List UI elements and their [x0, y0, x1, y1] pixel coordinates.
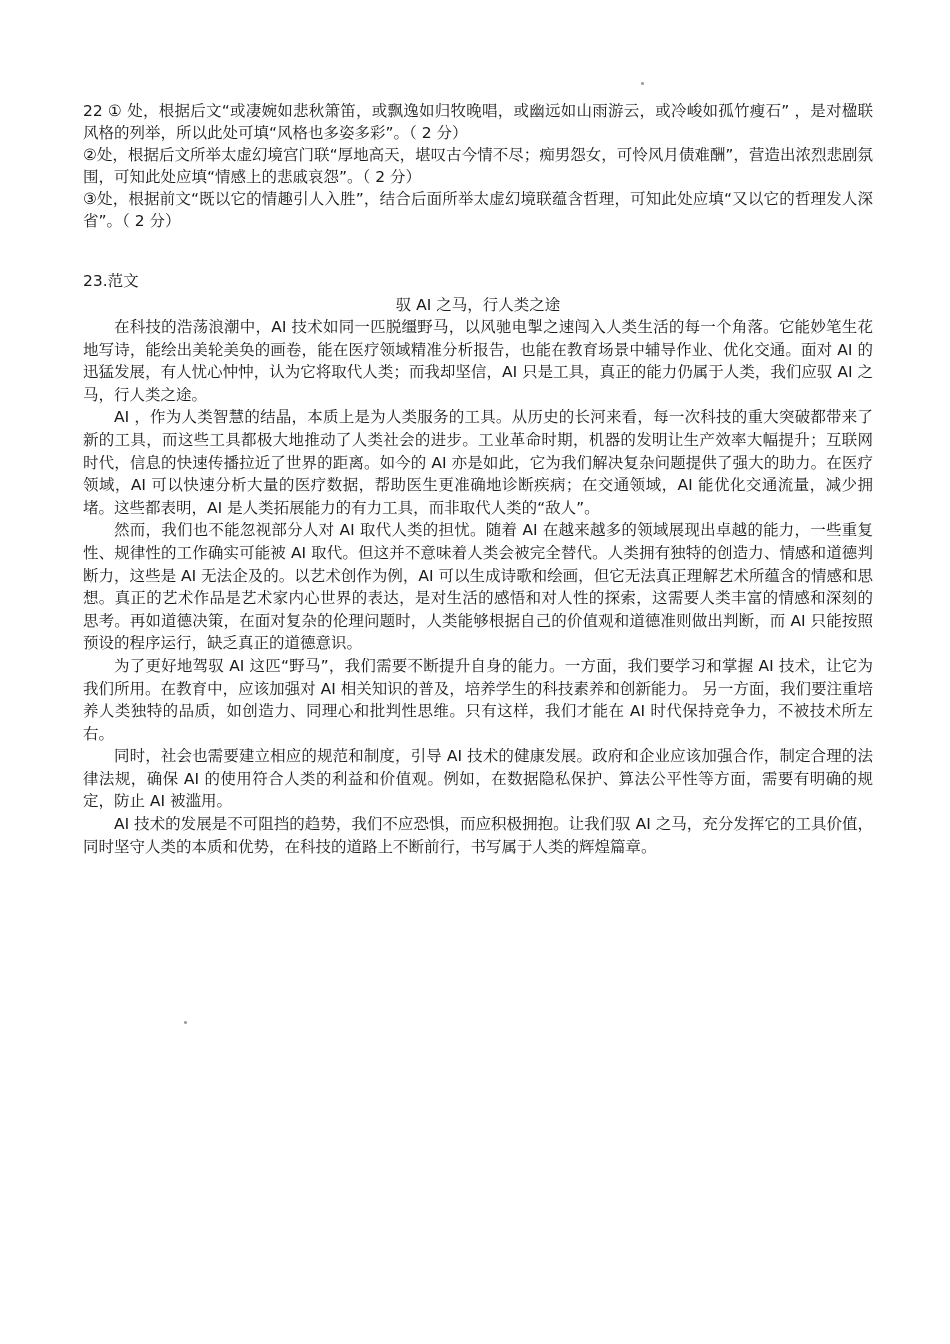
- essay-paragraph-6: AI 技术的发展是不可阻挡的趋势，我们不应恐惧，而应积极拥抱。让我们驭 AI 之马，充分发挥它的工具价值，同时坚守人类的本质和优势，在科技的道路上不断前行，书写属于人类的辉煌篇章。: [83, 815, 873, 856]
- essay-body: [83, 316, 873, 858]
- document-page: [83, 100, 873, 858]
- stray-dot-bottom: [184, 1021, 187, 1024]
- essay-paragraph-1: 在科技的浩荡浪潮中，AI 技术如同一匹脱缰野马，以风驰电掣之速闯入人类生活的每一个角落。它能妙笔生花地写诗，能绘出美轮美奂的画卷，能在医疗领域精准分析报告，也能在教育场景中辅导作业、优化交通。面对 AI 的迅猛发展，有人忧心忡忡，认为它将取代人类；而我却坚信，AI 只是工具，真正的能力仍属于人类，我们应驭 AI 之马，行人类之途。: [83, 318, 873, 404]
- essay-paragraph-5: 同时，社会也需要建立相应的规范和制度，引导 AI 技术的健康发展。政府和企业应该加强合作，制定合理的法律法规，确保 AI 的使用符合人类的利益和价值观。例如，在数据隐私保护、算法公平性等方面，需要有明确的规定，防止 AI 被滥用。: [83, 747, 873, 811]
- q22-point-3: ③处，根据前文“既以它的情趣引人入胜”，结合后面所举太虚幻境联蕴含哲理，可知此处应填“又以它的哲理发人深省”。（ 2 分）: [83, 190, 873, 230]
- essay-paragraph-2: AI ，作为人类智慧的结晶，本质上是为人类服务的工具。从历史的长河来看，每一次科技的重大突破都带来了新的工具，而这些工具都极大地推动了人类社会的进步。工业革命时期，机器的发明让生产效率大幅提升；互联网时代，信息的快速传播拉近了世界的距离。如今的 AI 亦是如此，它为我们解决复杂问题提供了强大的助力。在医疗领域，AI 可以快速分析大量的医疗数据，帮助医生更准确地诊断疾病；在交通领域，AI 能优化交通流量，减少拥堵。这些都表明，AI 是人类拓展能力的有力工具，而非取代人类的“敌人”。: [83, 408, 873, 517]
- question-23-answer: [83, 270, 873, 858]
- q23-heading: 23.范文: [83, 272, 139, 290]
- essay-title: 驭 AI 之马，行人类之途: [395, 296, 561, 314]
- question-22-answer: [83, 100, 873, 232]
- essay-paragraph-3: 然而，我们也不能忽视部分人对 AI 取代人类的担忧。随着 AI 在越来越多的领域展现出卓越的能力，一些重复性、规律性的工作确实可能被 AI 取代。但这并不意味着人类会被完全替代。人类拥有独特的创造力、情感和道德判断力，这些是 AI 无法企及的。以艺术创作为例，AI 可以生成诗歌和绘画，但它无法真正理解艺术所蕴含的情感和思想。真正的艺术作品是艺术家内心世界的表达，是对生活的感悟和对人性的探索，这需要人类丰富的情感和深刻的思考。再如道德决策，在面对复杂的伦理问题时，人类能够根据自己的价值观和道德准则做出判断，而 AI 只能按照预设的程序运行，缺乏真正的道德意识。: [83, 521, 873, 653]
- essay-paragraph-4: 为了更好地驾驭 AI 这匹“野马”，我们需要不断提升自身的能力。一方面，我们要学习和掌握 AI 技术，让它为我们所用。在教育中，应该加强对 AI 相关知识的普及，培养学生的科技素养和创新能力。 另一方面，我们要注重培养人类独特的品质，如创造力、同理心和批判性思维。只有这样，我们才能在 AI 时代保持竞争力，不被技术所左右。: [83, 656, 873, 743]
- stray-dot-top: [641, 82, 644, 85]
- q22-point-1: 22 ① 处，根据后文“或凄婉如悲秋箫笛，或飘逸如归牧晚唱，或幽远如山雨游云，或冷峻如孤竹瘦石” ，是对楹联风格的列举，所以此处可填“风格也多姿多彩”。（ 2 分）: [83, 102, 873, 142]
- q22-point-2: ②处，根据后文所举太虚幻境宫门联“厚地高天，堪叹古今情不尽；痴男怨女，可怜风月债难酬”，营造出浓烈悲剧氛围，可知此处应填“情感上的悲戚哀怨”。（ 2 分）: [83, 146, 873, 186]
